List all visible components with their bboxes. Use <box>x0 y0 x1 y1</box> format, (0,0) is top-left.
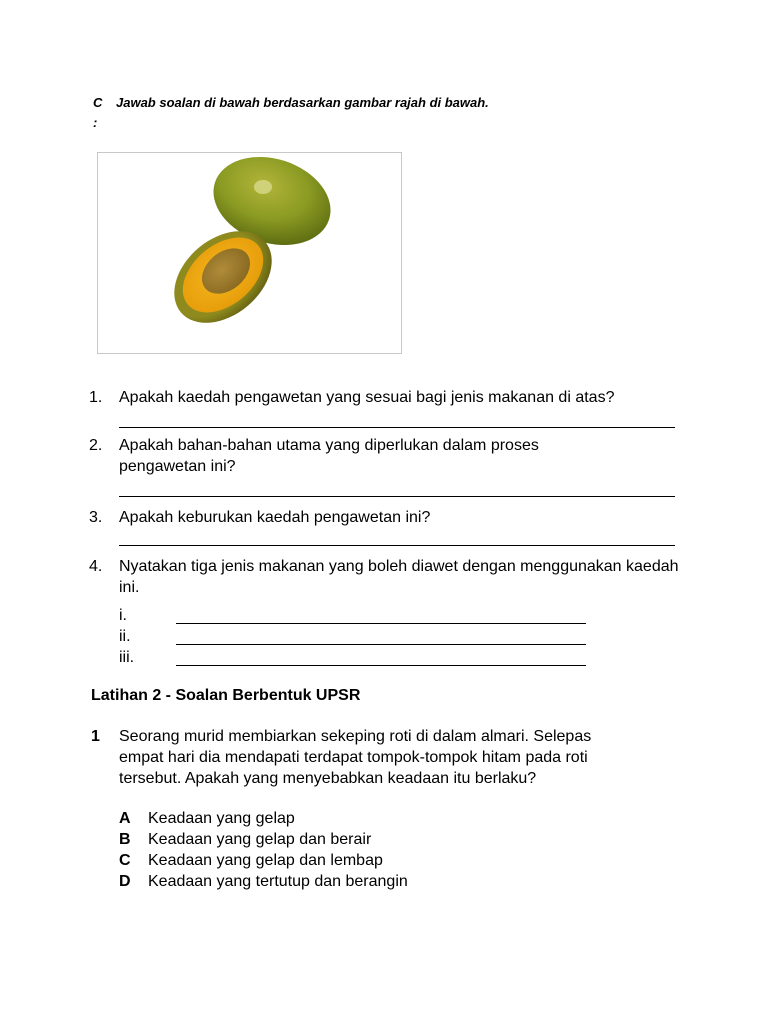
section-letter: C <box>93 95 103 110</box>
question-text: Nyatakan tiga jenis makanan yang boleh diawet dengan menggunakan kaedah ini. <box>119 558 679 596</box>
mc-question-number: 1 <box>91 728 100 745</box>
question-number: 1. <box>89 389 103 406</box>
question-text: Apakah kaedah pengawetan yang sesuai bagi jenis makanan di atas? <box>119 389 615 406</box>
mc-question-text: Seorang murid membiarkan sekeping roti di dalam almari. Selepas empat hari dia mendapati terdapat tompok-tompok hitam pada roti tersebut. Apakah yang menyebabkan keadaan itu berlaku? <box>119 728 592 787</box>
sub-answer-label: ii. <box>119 628 131 645</box>
question-text: Apakah bahan-bahan utama yang diperlukan dalam proses pengawetan ini? <box>119 437 539 475</box>
answer-line[interactable] <box>119 496 675 497</box>
sub-answer-line[interactable] <box>176 665 586 666</box>
question-number: 4. <box>89 558 103 575</box>
section-heading: Latihan 2 - Soalan Berbentuk UPSR <box>91 687 361 704</box>
option-text: Keadaan yang gelap dan berair <box>148 831 372 848</box>
question-text: Apakah keburukan kaedah pengawetan ini? <box>119 509 431 526</box>
option-letter: C <box>119 852 131 869</box>
section-instruction <box>93 93 489 133</box>
answer-line[interactable] <box>119 545 675 546</box>
question-number: 2. <box>89 437 103 454</box>
option-b[interactable] <box>119 829 371 850</box>
answer-line[interactable] <box>119 427 675 428</box>
sub-answer-label: i. <box>119 607 127 624</box>
option-c[interactable] <box>119 850 383 871</box>
sub-answer-line[interactable] <box>176 644 586 645</box>
option-d[interactable] <box>119 871 408 892</box>
option-letter: A <box>119 810 131 827</box>
avocado-icon <box>98 153 401 353</box>
instruction-colon: : <box>93 115 98 130</box>
sub-answer-label: iii. <box>119 649 135 666</box>
option-a[interactable] <box>119 808 295 829</box>
option-text: Keadaan yang gelap <box>148 810 295 827</box>
option-text: Keadaan yang gelap dan lembap <box>148 852 383 869</box>
avocado-figure <box>97 152 402 354</box>
instruction-text: Jawab soalan di bawah berdasarkan gambar rajah di bawah. <box>116 95 489 110</box>
sub-answer-line[interactable] <box>176 623 586 624</box>
option-text: Keadaan yang tertutup dan berangin <box>148 873 408 890</box>
option-letter: D <box>119 873 131 890</box>
question-number: 3. <box>89 509 103 526</box>
option-letter: B <box>119 831 131 848</box>
